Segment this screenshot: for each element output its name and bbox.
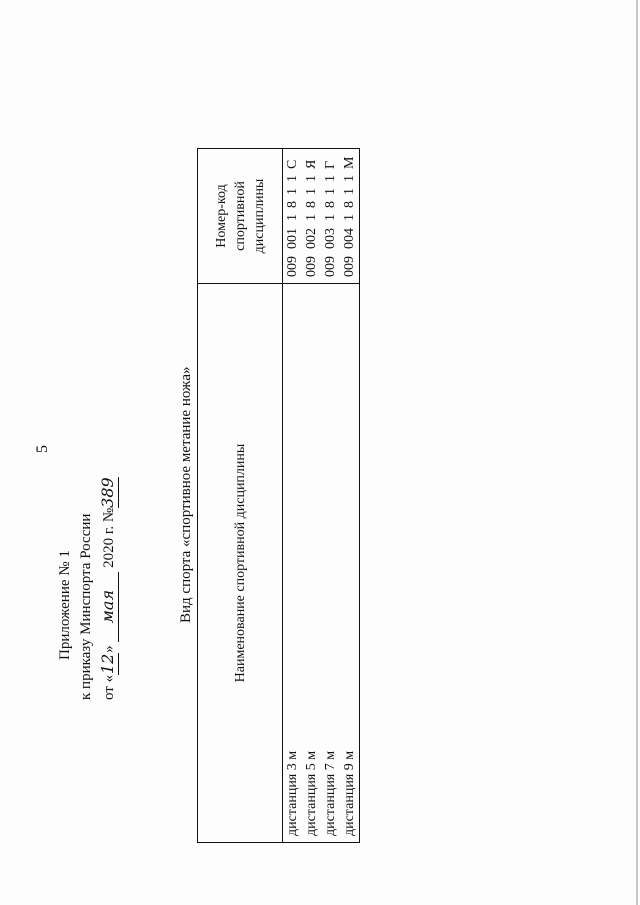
date-prefix: от «	[101, 674, 117, 700]
code-part: 1	[323, 214, 338, 221]
discipline-name: дистанция 3 м	[283, 284, 303, 843]
order-reference: к приказу Минспорта России	[78, 513, 94, 700]
column-header-code: Номер-код спортивной дисциплины	[198, 149, 283, 284]
discipline-name: дистанция 5 м	[302, 284, 321, 843]
code-part: 1	[304, 214, 319, 221]
code-part: 009	[304, 256, 319, 277]
discipline-code	[283, 149, 303, 284]
code-part: Г	[323, 160, 338, 169]
code-part: 1	[342, 175, 357, 182]
code-part: 009	[342, 256, 357, 277]
code-part: 1	[304, 188, 319, 195]
page-number: 5	[34, 445, 51, 453]
code-part: 1	[304, 175, 319, 182]
code-part: 1	[342, 188, 357, 195]
discipline-code	[340, 149, 360, 284]
discipline-name: дистанция 7 м	[321, 284, 340, 843]
disciplines-table	[197, 148, 360, 843]
discipline-name: дистанция 9 м	[340, 284, 360, 843]
code-part: 8	[285, 201, 300, 208]
code-part: 1	[342, 214, 357, 221]
code-part: 004	[342, 228, 357, 249]
code-part: 002	[304, 228, 319, 249]
date-day: 12	[98, 653, 117, 675]
code-part: С	[285, 159, 300, 169]
appendix-title: Приложение № 1	[57, 550, 73, 660]
sport-title: Вид спорта «спортивное метание ножа»	[178, 366, 194, 623]
table-row	[340, 149, 360, 843]
table-row	[302, 149, 321, 843]
date-year: 2020 г. №	[101, 507, 117, 568]
table-header-row	[198, 149, 283, 843]
code-part: 8	[304, 201, 319, 208]
code-part: 009	[323, 256, 338, 277]
code-part: 1	[285, 175, 300, 182]
table-row	[283, 149, 303, 843]
order-number: 389	[98, 477, 117, 508]
code-part: 8	[323, 201, 338, 208]
code-part: Я	[304, 159, 319, 169]
code-part: 1	[285, 214, 300, 221]
code-part: 8	[342, 201, 357, 208]
code-part: 1	[285, 188, 300, 195]
table-row	[321, 149, 340, 843]
code-part: М	[342, 156, 357, 169]
code-part: 001	[285, 228, 300, 249]
date-mid: »	[101, 645, 117, 653]
order-date-line	[97, 460, 120, 700]
discipline-code	[302, 149, 321, 284]
date-month: мая	[97, 572, 119, 642]
code-part: 009	[285, 256, 300, 277]
appendix-header	[55, 460, 120, 700]
discipline-code	[321, 149, 340, 284]
code-part: 1	[323, 175, 338, 182]
code-part: 003	[323, 228, 338, 249]
column-header-name: Наименование спортивной дисциплины	[198, 284, 283, 843]
code-part: 1	[323, 188, 338, 195]
